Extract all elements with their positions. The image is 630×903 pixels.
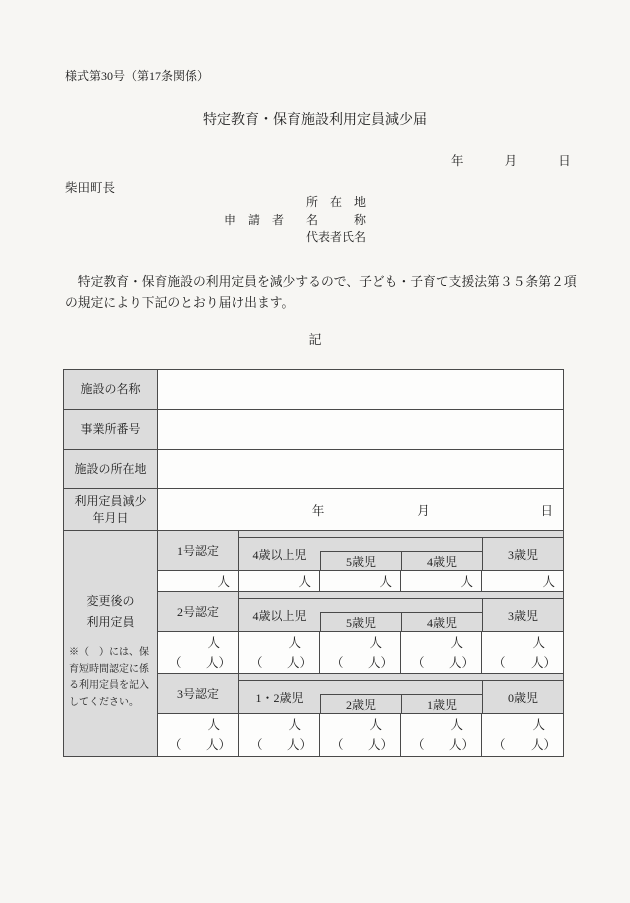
capacity-value-cell — [401, 632, 482, 673]
capacity-value-cell — [158, 632, 239, 673]
table-row-facility-address — [64, 450, 563, 489]
paren-open: （ — [412, 656, 425, 670]
date-month-label: 月 — [504, 154, 518, 168]
unit-line: 人 — [288, 636, 301, 650]
paren-open: （ — [250, 656, 263, 670]
unit-line: 人 — [450, 636, 463, 650]
applicant-block — [306, 194, 366, 247]
unit-label: 人 — [298, 575, 311, 589]
office-number-value — [158, 410, 563, 449]
age-subgroup-cells — [320, 551, 482, 570]
paren-line — [320, 653, 400, 674]
paren-unit: 人） — [205, 656, 231, 670]
capacity-value-cell — [401, 571, 482, 591]
addressee: 柴田町長 — [65, 181, 116, 195]
reduction-date-label-line2: 年月日 — [92, 510, 129, 525]
body-line-1: 特定教育・保育施設の利用定員を減少するので、子ども・子育て支援法第３５条第２項 — [65, 275, 577, 289]
capacity-body — [158, 531, 563, 756]
paren-open: （ — [331, 738, 344, 752]
capacity-value-cell — [320, 632, 401, 673]
paren-unit: 人） — [367, 738, 393, 752]
facility-name-label: 施設の名称 — [64, 370, 158, 409]
capacity-section-no2 — [158, 592, 563, 674]
applicant-address-label: 所 在 地 — [306, 195, 367, 209]
reduction-date-value — [158, 489, 563, 530]
capacity-value-row — [158, 714, 563, 756]
unit-line: 人 — [532, 636, 545, 650]
age-subgroup-cells — [320, 612, 482, 631]
paren-unit: 人） — [205, 738, 231, 752]
table-row-reduction-date — [64, 489, 563, 531]
paren-unit: 人） — [286, 656, 312, 670]
date-year-label: 年 — [451, 154, 464, 168]
unit-line: 人 — [288, 718, 301, 732]
table-row-office-number — [64, 410, 563, 450]
capacity-value-cell — [401, 714, 482, 756]
age-last-label: 0歳児 — [482, 681, 563, 713]
paren-open: （ — [250, 738, 263, 752]
paren-line — [239, 735, 319, 756]
capacity-value-cell — [239, 632, 320, 673]
facility-address-value — [158, 450, 563, 488]
unit-line: 人 — [207, 718, 220, 732]
facility-name-value — [158, 370, 563, 409]
capacity-title — [64, 591, 157, 633]
applicant-name-label: 名 称 — [306, 212, 367, 227]
paren-line — [401, 735, 481, 756]
unit-line: 人 — [532, 718, 545, 732]
capacity-value-cell — [239, 714, 320, 756]
age-subgroup-label: 2歳児 — [321, 695, 402, 713]
capacity-value-row — [158, 632, 563, 674]
capacity-value-cell — [320, 714, 401, 756]
category-cell: 1号認定 — [158, 531, 239, 570]
body-paragraph — [65, 272, 577, 313]
age-group-cell — [239, 537, 563, 570]
paren-line — [320, 735, 400, 756]
paren-line — [482, 653, 563, 674]
paren-line — [401, 653, 481, 674]
age-subgroup-cells — [320, 694, 482, 713]
facility-address-label: 施設の所在地 — [64, 450, 158, 488]
paren-open: （ — [493, 656, 506, 670]
application-table — [63, 369, 564, 757]
age-last-label: 3歳児 — [482, 599, 563, 631]
capacity-value-cell — [239, 571, 320, 591]
paren-line — [158, 653, 238, 674]
paren-line — [482, 735, 563, 756]
form-number: 様式第30号（第17条関係） — [65, 69, 210, 83]
age-subgroup-label: 4歳児 — [426, 615, 457, 630]
age-group-cell — [239, 598, 563, 631]
paren-open: （ — [169, 656, 182, 670]
paren-open: （ — [412, 738, 425, 752]
capacity-value-cell — [482, 571, 563, 591]
unit-line: 人 — [207, 636, 220, 650]
age-group-label: 4歳以上児 — [252, 547, 307, 562]
date-day-label: 日 — [558, 154, 571, 168]
age-last-label: 3歳児 — [482, 538, 563, 570]
capacity-section-no3 — [158, 674, 563, 756]
applicant-representative-label: 代表者氏名 — [306, 230, 367, 245]
capacity-block — [64, 531, 563, 756]
reduction-month-label: 月 — [417, 503, 430, 518]
category-cell: 2号認定 — [158, 592, 239, 631]
unit-label: 人 — [379, 575, 392, 589]
paren-line — [239, 653, 319, 674]
age-group-label: 4歳以上児 — [252, 608, 307, 623]
paren-unit: 人） — [530, 656, 556, 670]
paren-unit: 人） — [367, 656, 393, 670]
age-subgroup-label: 4歳児 — [426, 554, 457, 569]
age-group-cell — [239, 680, 563, 713]
table-row-facility-name — [64, 370, 563, 410]
paren-unit: 人） — [448, 656, 474, 670]
paren-unit: 人） — [448, 738, 474, 752]
applicant-label: 申 請 者 — [224, 213, 285, 227]
capacity-header-row-no2 — [158, 592, 563, 632]
capacity-value-cell — [482, 632, 563, 673]
unit-label: 人 — [460, 575, 473, 589]
paren-line — [158, 735, 238, 756]
document-title: 特定教育・保育施設利用定員減少届 — [203, 113, 427, 128]
capacity-value-cell — [158, 571, 239, 591]
capacity-section-no1 — [158, 531, 563, 592]
paren-open: （ — [169, 738, 182, 752]
reduction-year-label: 年 — [311, 503, 325, 518]
unit-line: 人 — [450, 718, 463, 732]
category-cell: 3号認定 — [158, 674, 239, 713]
reduction-date-label-line1: 利用定員減少 — [74, 493, 147, 508]
paren-open: （ — [331, 656, 344, 670]
age-subgroup-label: 5歳児 — [321, 613, 402, 631]
paren-open: （ — [493, 738, 506, 752]
date-line — [451, 151, 571, 169]
capacity-value-cell — [158, 714, 239, 756]
paren-unit: 人） — [286, 738, 312, 752]
unit-label: 人 — [542, 575, 555, 589]
paren-unit: 人） — [530, 738, 556, 752]
office-number-label: 事業所番号 — [64, 410, 158, 449]
capacity-value-cell — [320, 571, 401, 591]
age-group-label: 1・2歳児 — [255, 690, 304, 705]
capacity-header-row-no1 — [158, 531, 563, 571]
capacity-header-row-no3 — [158, 674, 563, 714]
unit-label: 人 — [217, 575, 230, 589]
age-subgroup-label: 5歳児 — [321, 552, 402, 570]
capacity-value-cell — [482, 714, 563, 756]
capacity-title-line2: 利用定員 — [86, 615, 135, 629]
record-heading: 記 — [308, 332, 322, 347]
unit-line: 人 — [369, 718, 382, 732]
reduction-day-label: 日 — [540, 503, 553, 518]
capacity-title-line1: 変更後の — [86, 594, 135, 608]
capacity-label-cell — [64, 531, 158, 756]
capacity-note: ※（ ）には、保育短時間認定に係る利用定員を記入してください。 — [69, 647, 149, 708]
body-line-2: の規定により下記のとおり届け出ます。 — [65, 295, 295, 310]
reduction-date-label — [64, 489, 158, 530]
unit-line: 人 — [369, 636, 382, 650]
capacity-value-row — [158, 571, 563, 592]
age-subgroup-label: 1歳児 — [426, 697, 457, 712]
